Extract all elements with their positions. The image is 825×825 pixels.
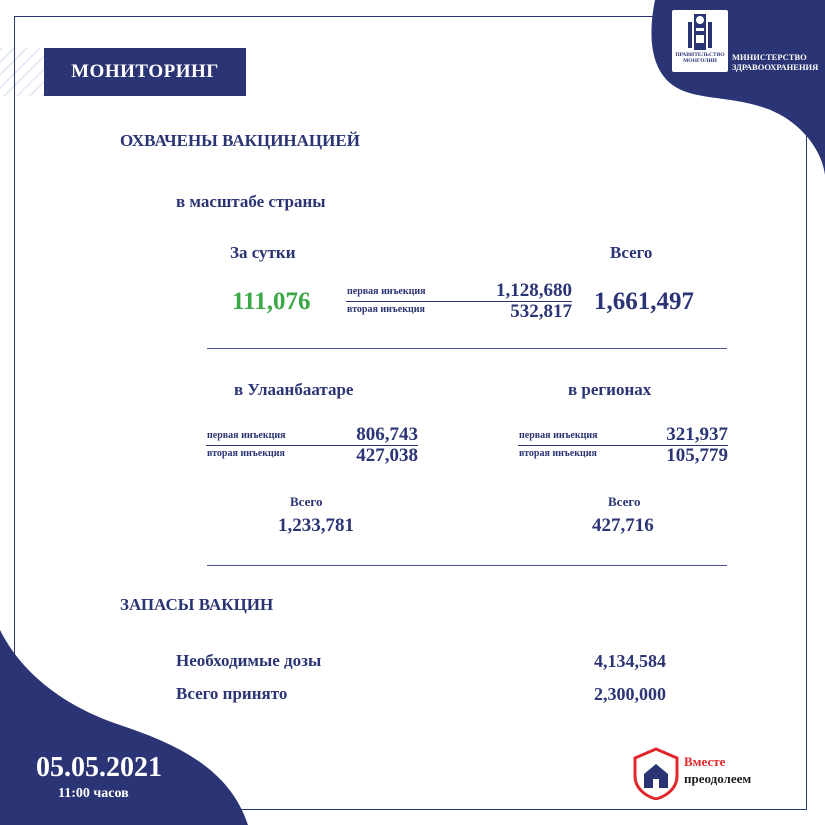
together-logo <box>628 744 778 802</box>
country-total-label: Всего <box>610 243 653 262</box>
ub-total-value: 1,233,781 <box>278 515 354 536</box>
vaccination-title: ОХВАЧЕНЫ ВАКЦИНАЦИЕЙ <box>120 131 360 150</box>
report-date: 05.05.2021 <box>36 752 162 783</box>
shield-house-icon <box>632 746 680 800</box>
stock-title: ЗАПАСЫ ВАКЦИН <box>120 595 274 614</box>
ministry-line-1: МИНИСТЕРСТВО <box>732 52 807 62</box>
regions-heading: в регионах <box>568 380 652 399</box>
daily-value: 111,076 <box>232 288 311 315</box>
ministry-line-2: ЗДРАВООХРАНЕНИЯ <box>732 62 819 72</box>
country-second-value: 532,817 <box>510 301 572 322</box>
required-value: 4,134,584 <box>594 651 666 671</box>
regions-first-label: первая инъекция <box>519 430 598 441</box>
country-first-label: первая инъекция <box>347 286 426 297</box>
logo-line-1: Вместе <box>684 754 726 769</box>
country-second-label: вторая инъекция <box>347 304 425 315</box>
section-divider-2 <box>207 565 727 566</box>
regions-total-value: 427,716 <box>592 515 654 536</box>
ub-total-label: Всего <box>290 494 323 509</box>
ub-first-label: первая инъекция <box>207 430 286 441</box>
daily-label: За сутки <box>230 243 296 262</box>
report-time: 11:00 часов <box>58 786 129 801</box>
monitoring-badge: МОНИТОРИНГ <box>44 48 246 96</box>
section-divider-1 <box>207 348 727 349</box>
ub-first-value: 806,743 <box>356 424 418 445</box>
ministry-name <box>732 52 825 72</box>
ub-second-value: 427,038 <box>356 445 418 466</box>
country-total-value: 1,661,497 <box>594 288 694 315</box>
regions-first-value: 321,937 <box>666 424 728 445</box>
regions-second-label: вторая инъекция <box>519 448 597 459</box>
regions-total-label: Всего <box>608 494 641 509</box>
country-first-value: 1,128,680 <box>496 280 572 301</box>
country-heading: в масштабе страны <box>176 192 326 211</box>
received-value: 2,300,000 <box>594 684 666 704</box>
soyombo-icon <box>672 10 728 54</box>
regions-second-value: 105,779 <box>666 445 728 466</box>
received-label: Всего принято <box>176 684 288 703</box>
required-label: Необходимые дозы <box>176 651 322 670</box>
emblem-caption: ПРАВИТЕЛЬСТВО МОНГОЛИИ <box>675 52 725 64</box>
logo-line-2: преодолеем <box>684 771 752 786</box>
footer-blob <box>0 630 260 825</box>
ub-second-label: вторая инъекция <box>207 448 285 459</box>
ulaanbaatar-heading: в Улаанбаатаре <box>234 380 354 399</box>
